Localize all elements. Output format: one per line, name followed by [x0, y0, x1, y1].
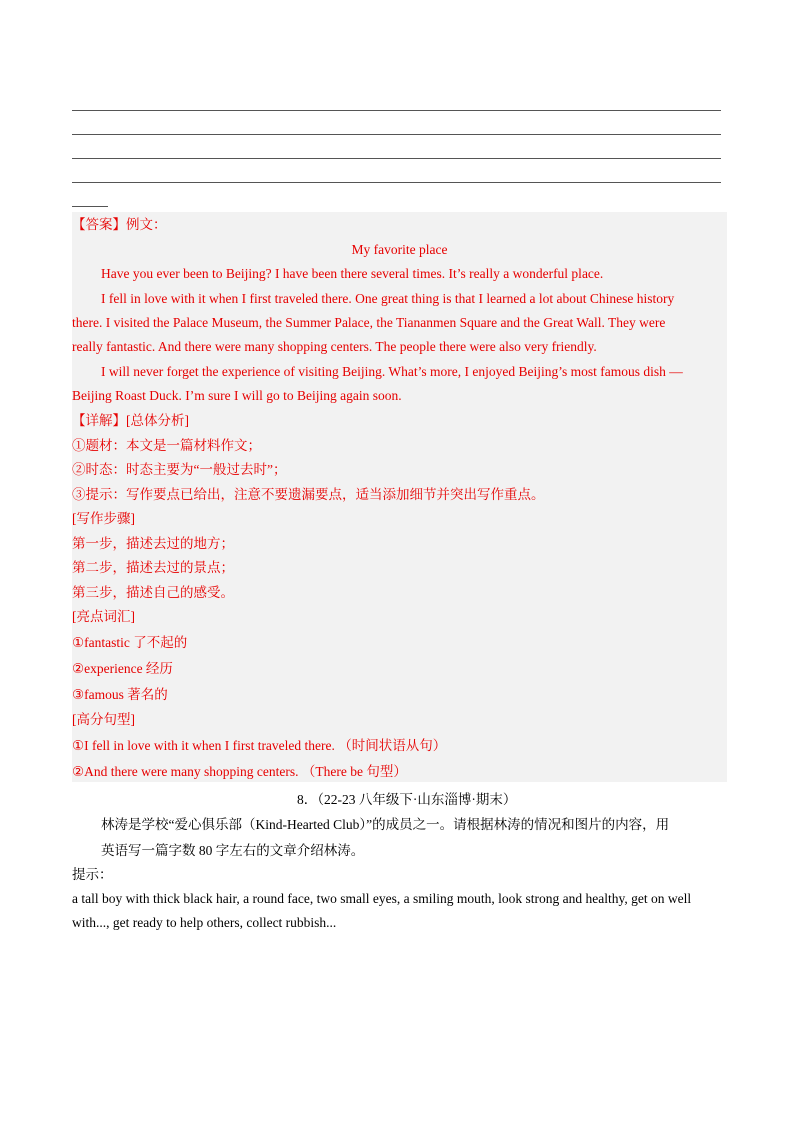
- essay-line: there. I visited the Palace Museum, the Summer Palace, the Tiananmen Square and the Great Wall. They were: [72, 315, 666, 330]
- step-item: 第二步，描述去过的景点；: [72, 560, 234, 575]
- analysis-item: ①题材：本文是一篇材料作文；: [72, 438, 261, 453]
- hint-label: 提示：: [72, 867, 113, 882]
- essay-line: Have you ever been to Beijing? I have been there several times. It’s really a wonderful place.: [101, 266, 604, 281]
- essay-title: My favorite place: [351, 242, 448, 257]
- hint-line: a tall boy with thick black hair, a round face, two small eyes, a smiling mouth, look strong and healthy, get on well: [72, 891, 692, 906]
- question-prompt: 林涛是学校“爱心俱乐部（Kind-Hearted Club）”的成员之一。请根据林涛的情况和图片的内容，用: [101, 817, 670, 832]
- analysis-item: ②时态：时态主要为“一般过去时”；: [72, 462, 287, 477]
- essay-line: I fell in love with it when I first traveled there. One great thing is that I learned a lot about Chinese history: [101, 291, 675, 306]
- writing-line: [72, 182, 721, 183]
- writing-line: [72, 134, 721, 135]
- writing-line-short: [72, 206, 108, 207]
- sentence-item: ①I fell in love with it when I first traveled there. （时间状语从句）: [72, 738, 447, 753]
- explanation-label: 【详解】[总体分析]: [72, 413, 189, 428]
- vocab-label: [亮点词汇]: [72, 609, 135, 624]
- vocab-item: ①fantastic 了不起的: [72, 635, 188, 650]
- step-item: 第一步，描述去过的地方；: [72, 536, 234, 551]
- step-item: 第三步，描述自己的感受。: [72, 585, 234, 600]
- sentences-label: [高分句型]: [72, 712, 135, 727]
- vocab-item: ③famous 著名的: [72, 687, 168, 702]
- question-prompt: 英语写一篇字数 80 字左右的文章介绍林涛。: [101, 843, 365, 858]
- writing-line: [72, 158, 721, 159]
- analysis-item: ③提示：写作要点已给出，注意不要遗漏要点，适当添加细节并突出写作重点。: [72, 487, 545, 502]
- sentence-item: ②And there were many shopping centers. （There be 句型）: [72, 764, 407, 779]
- steps-label: [写作步骤]: [72, 511, 135, 526]
- hint-line: with..., get ready to help others, collect rubbish...: [72, 915, 337, 930]
- answer-label: 【答案】例文：: [72, 217, 167, 232]
- question-header: 8．（22-23 八年级下·山东淄博·期末）: [297, 792, 517, 807]
- vocab-item: ②experience 经历: [72, 661, 173, 676]
- essay-line: Beijing Roast Duck. I’m sure I will go to Beijing again soon.: [72, 388, 402, 403]
- essay-line: really fantastic. And there were many shopping centers. The people there were also very friendly.: [72, 339, 597, 354]
- essay-line: I will never forget the experience of visiting Beijing. What’s more, I enjoyed Beijing’s most famous dish —: [101, 364, 683, 379]
- writing-line: [72, 110, 721, 111]
